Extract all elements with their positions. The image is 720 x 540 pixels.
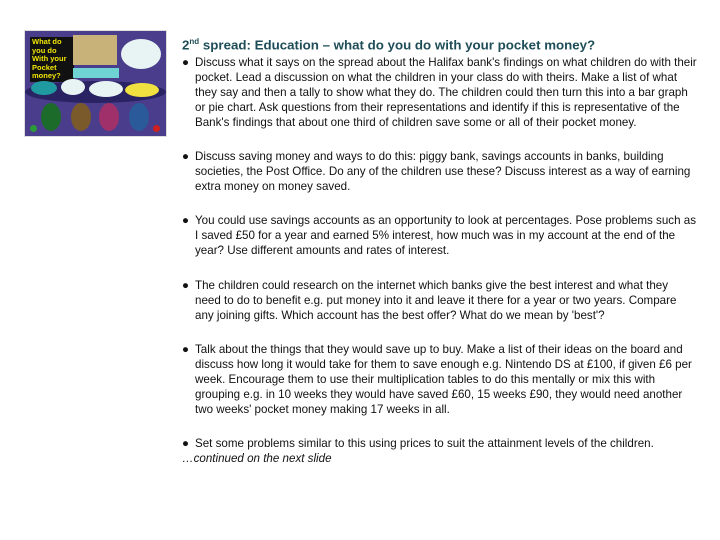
list-item — [182, 436, 697, 451]
title-ordinal: 2 — [182, 37, 190, 53]
speech-bubble — [125, 83, 159, 97]
list-item — [182, 55, 697, 130]
speech-bubble — [61, 79, 85, 95]
list-item — [182, 213, 697, 258]
forward-button-icon — [153, 125, 160, 132]
child-figure — [99, 103, 119, 131]
speech-bubble — [121, 39, 161, 69]
caption-box — [73, 68, 119, 78]
list-item-text: Discuss what it says on the spread about the Halifax bank's findings on what children do with their pocket. Lead a discussion on what the children in your class do with theirs. Make a list of what they say and then a tally to show what they do. The children could then turn this into a bar graph or pie chart. Ask questions from their representations and identify if this is representative of the Bank's findings that about one third of children save some or all of their pocket money. — [195, 55, 697, 129]
bullet-icon: ● — [182, 149, 190, 163]
title-text: spread: Education – what do you do with your pocket money? — [199, 37, 596, 53]
list-item-text: Discuss saving money and ways to do this: piggy bank, savings accounts in banks, building societies, the Post Office. Do any of the children use these? Discuss interest as a way of earning extra money on money saved. — [195, 149, 691, 194]
continued-note: …continued on the next slide — [182, 452, 332, 466]
thumbnail-photo — [73, 35, 117, 65]
bullet-icon: ● — [182, 214, 190, 228]
slide-thumbnail — [24, 30, 167, 137]
list-item-text: Talk about the things that they would save up to buy. Make a list of their ideas on the board and discuss how long it would take for them to save enough e.g. Nintendo DS at £100, if given £6 per week. Encourage them to use their multiplication tables to do this mentally or mix this with grouping e.g. in 10 weeks they would have saved £60, 15 weeks £90, they would need another two weeks' pocket money making 17 weeks in all. — [195, 342, 692, 417]
bullet-icon: ● — [182, 437, 190, 451]
list-item-text: You could use savings accounts as an opportunity to look at percentages. Pose problems such as I saved £50 for a year and earned 5% interest, how much was in my account at the end of the year? Use different amounts and rates of interest. — [195, 214, 696, 258]
list-item-text: The children could research on the internet which banks give the best interest and what they need to do to benefit e.g. put money into it and leave it there for a year or two years. Compare any joining gifts. Which account has the best offer? What do we mean by 'best'? — [195, 278, 677, 322]
page-title — [182, 34, 697, 53]
title-ordinal-suffix: nd — [189, 37, 200, 46]
list-item — [182, 149, 697, 194]
list-item — [182, 278, 697, 323]
notes-text — [182, 34, 697, 466]
child-figure — [41, 103, 61, 131]
bullet-icon: ● — [182, 55, 190, 69]
speech-bubble — [31, 81, 57, 95]
back-button-icon — [30, 125, 37, 132]
child-figure — [129, 103, 149, 131]
thumbnail-title: What do you do With your Pocket money? — [30, 37, 74, 82]
child-figure — [71, 103, 91, 131]
list-item — [182, 342, 697, 417]
bullet-icon: ● — [182, 342, 190, 356]
list-item-text: Set some problems similar to this using prices to suit the attainment levels of the children. — [195, 437, 654, 451]
speech-bubble — [89, 81, 123, 97]
bullet-icon: ● — [182, 278, 190, 292]
